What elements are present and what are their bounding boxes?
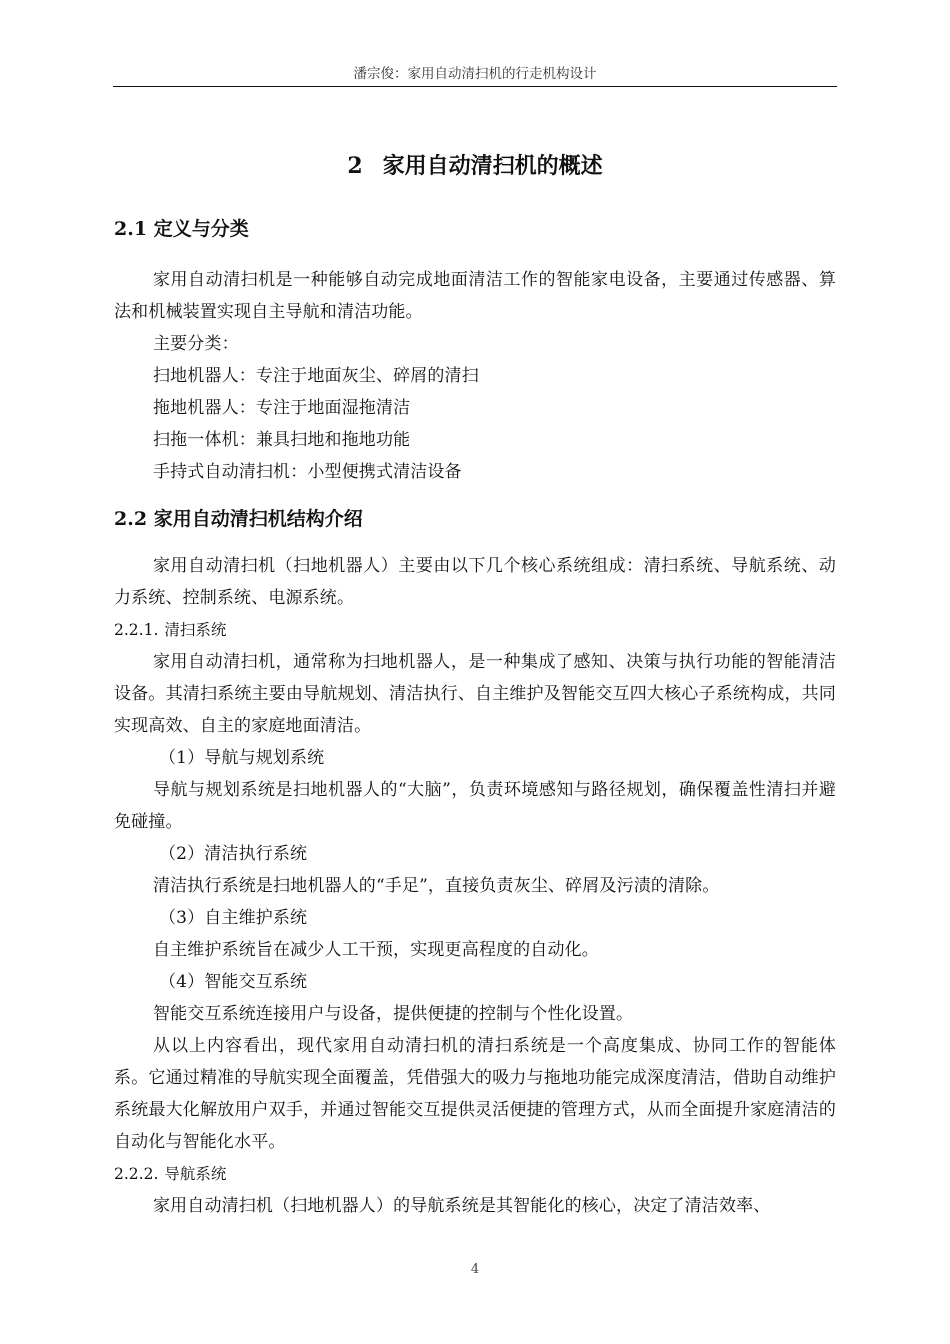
subsection-2-2-1-heading <box>114 614 836 646</box>
subsection-2-2-1-number: 2.2.1. <box>114 621 159 639</box>
subsection-2-2-1-conclusion: 从以上内容看出，现代家用自动清扫机的清扫系统是一个高度集成、协同工作的智能体系。它通过精准的导航实现全面覆盖，凭借强大的吸力与拖地功能完成深度清洁，借助自动维护系统最大化解放用户双手，并通过智能交互提供灵活便捷的管理方式，从而全面提升家庭清洁的自动化与智能化水平。 <box>114 1036 836 1152</box>
section-2-1-intro: 家用自动清扫机是一种能够自动完成地面清洁工作的智能家电设备，主要通过传感器、算法和机械装置实现自主导航和清洁功能。 <box>114 270 836 322</box>
subsection-2-2-2-heading <box>114 1158 836 1190</box>
section-2-1-title: 定义与分类 <box>153 218 249 240</box>
subsection-2-2-2-number: 2.2.2. <box>114 1165 159 1183</box>
section-2-1-number: 2.1 <box>114 218 148 240</box>
system-item-text: 清洁执行系统是扫地机器人的“手足”，直接负责灰尘、碎屑及污渍的清除。 <box>153 876 720 896</box>
subsection-2-2-2-title: 导航系统 <box>164 1165 227 1183</box>
system-item-label: （3）自主维护系统 <box>159 908 308 928</box>
system-item-text: 智能交互系统连接用户与设备，提供便捷的控制与个性化设置。 <box>153 1004 634 1024</box>
chapter-number: 2 <box>347 153 363 179</box>
system-item-label: （2）清洁执行系统 <box>159 844 308 864</box>
subsection-2-2-2-intro: 家用自动清扫机（扫地机器人）的导航系统是其智能化的核心，决定了清洁效率、 <box>153 1196 771 1216</box>
category-item: 扫地机器人：专注于地面灰尘、碎屑的清扫 <box>153 366 479 386</box>
section-2-2-number: 2.2 <box>114 508 148 530</box>
header-rule <box>113 86 837 87</box>
category-item: 手持式自动清扫机：小型便携式清洁设备 <box>153 462 462 482</box>
page-body <box>114 146 836 1222</box>
page-number: 4 <box>470 1262 480 1277</box>
category-item: 扫拖一体机：兼具扫地和拖地功能 <box>153 430 411 450</box>
system-item-text: 自主维护系统旨在减少人工干预，实现更高程度的自动化。 <box>153 940 599 960</box>
chapter-title-text: 家用自动清扫机的概述 <box>382 154 603 179</box>
system-item-label: （4）智能交互系统 <box>159 972 308 992</box>
chapter-title <box>114 146 836 186</box>
subsection-2-2-1-title: 清扫系统 <box>164 621 227 639</box>
subsection-2-2-1-intro: 家用自动清扫机，通常称为扫地机器人，是一种集成了感知、决策与执行功能的智能清洁设备。其清扫系统主要由导航规划、清洁执行、自主维护及智能交互四大核心子系统构成，共同实现高效、自主的家庭地面清洁。 <box>114 652 836 736</box>
classification-label: 主要分类： <box>153 334 239 354</box>
section-2-2-title: 家用自动清扫机结构介绍 <box>153 508 363 530</box>
category-item: 拖地机器人：专注于地面湿拖清洁 <box>153 398 411 418</box>
running-header: 潘宗俊：家用自动清扫机的行走机构设计 <box>353 66 597 82</box>
system-item-text: 导航与规划系统是扫地机器人的“大脑”，负责环境感知与路径规划，确保覆盖性清扫并避免碰撞。 <box>114 780 836 832</box>
section-2-2-heading <box>114 504 836 534</box>
section-2-2-intro: 家用自动清扫机（扫地机器人）主要由以下几个核心系统组成：清扫系统、导航系统、动力系统、控制系统、电源系统。 <box>114 556 836 608</box>
section-2-1-heading <box>114 214 836 244</box>
system-item-label: （1）导航与规划系统 <box>159 748 325 768</box>
